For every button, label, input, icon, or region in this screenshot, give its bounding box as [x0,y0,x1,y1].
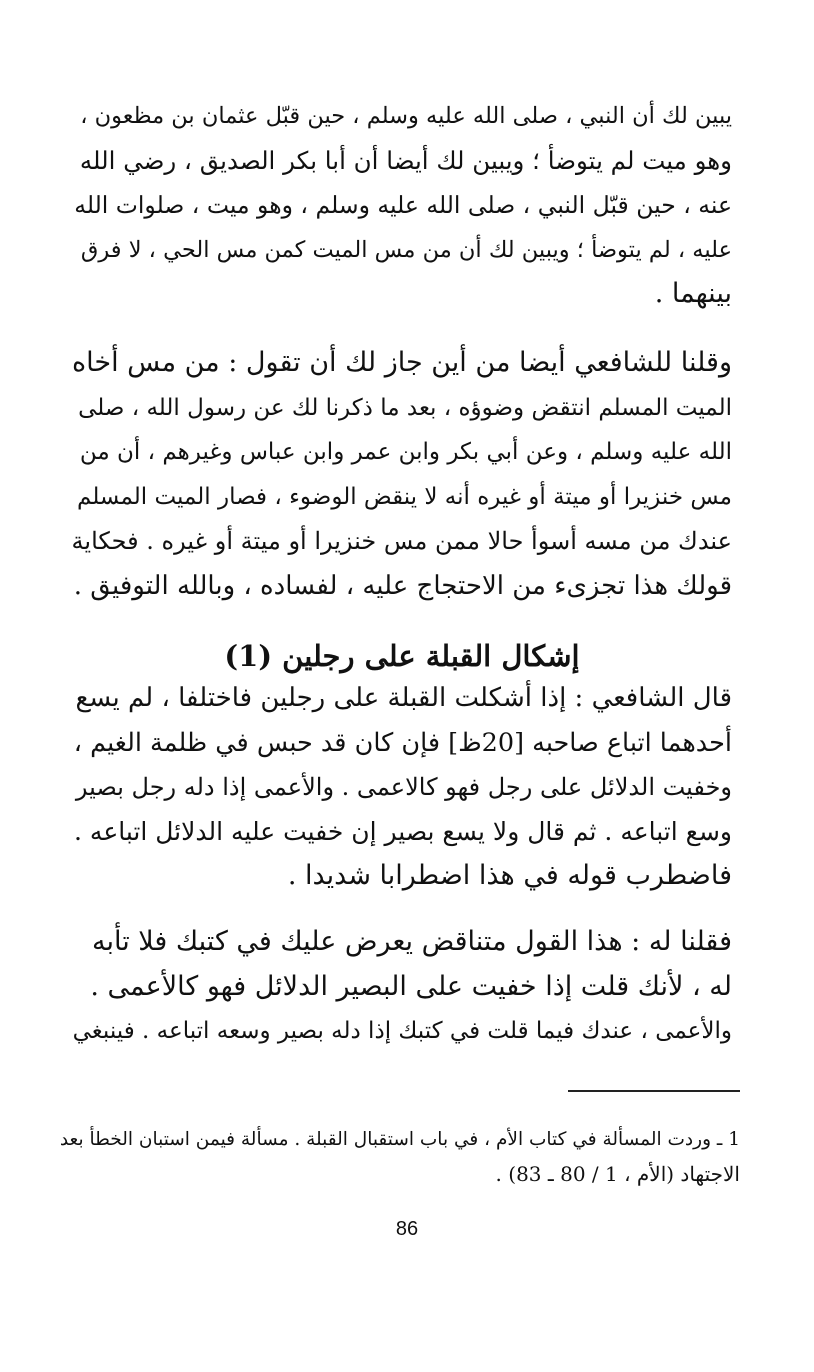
text-line: قال الشافعي : إذا أشكلت القبلة على رجلين فاختلفا ، لم يسع [75,683,732,713]
text-line: عليه ، لم يتوضأ ؛ ويبين لك أن من مس الميت كمن مس الحي ، لا فرق [80,236,732,263]
text-line: يبين لك أن النبي ، صلى الله عليه وسلم ، حين قبّل عثمان بن مظعون ، [80,103,732,129]
text-line: وهو ميت لم يتوضأ ؛ ويبين لك أيضا أن أبا بكر الصديق ، رضي الله [79,145,732,175]
text-line: والأعمى ، عندك فيما قلت في كتبك إذا دله بصير وسعه اتباعه . فينبغي [72,1018,732,1044]
text-line: له ، لأنك قلت إذا خفيت على البصير الدلائل فهو كالأعمى . [90,970,732,1002]
text-line: فاضطرب قوله في هذا اضطرابا شديدا . [287,860,732,891]
text-line: وسع اتباعه . ثم قال ولا يسع بصير إن خفيت عليه الدلائل اتباعه . [74,816,732,846]
footnote-line: 1 ـ وردت المسألة في كتاب الأم ، في باب استقبال القبلة . مسألة فيمن استبان الخطأ بعد [59,1129,740,1150]
footnote-line: الاجتهاد (الأم ، 1 / 80 ـ 83) . [495,1162,740,1186]
footnote [60,1122,740,1192]
text-line: وخفيت الدلائل على رجل فهو كالاعمى . والأعمى إذا دله رجل بصير [75,773,732,801]
page-number: 86 [395,1218,419,1240]
text-line: أحدهما اتباع صاحبه [20ظ] فإن كان قد حبس في ظلمة الغيم ، [73,727,732,758]
paragraph-1 [72,94,732,317]
text-line: فقلنا له : هذا القول متناقض يعرض عليك في كتبك فلا تأبه [91,926,732,957]
section-heading: إشكال القبلة على رجلين (1) [224,639,580,673]
text-line: وقلنا للشافعي أيضا من أين جاز لك أن تقول : من مس أخاه [72,347,732,378]
footnote-separator [568,1090,740,1092]
paragraph-2 [72,341,732,608]
paragraph-4 [72,920,732,1054]
text-line: الله عليه وسلم ، وعن أبي بكر وابن عمر وابن عباس وغيرهم ، أن من [79,439,732,465]
text-line: عندك من مسه أسوأ حالا ممن مس خنزيرا أو ميتة أو غيره . فحكاية [71,527,732,555]
text-line: مس خنزيرا أو ميتة أو غيره أنه لا ينقض الوضوء ، فصار الميت المسلم [77,483,732,510]
text-line: الميت المسلم انتقض وضوؤه ، بعد ما ذكرنا لك عن رسول الله ، صلى [78,394,732,421]
text-line: قولك هذا تجزىء من الاحتجاج عليه ، لفساده ، وبالله التوفيق . [73,570,732,601]
text-line: عنه ، حين قبّل النبي ، صلى الله عليه وسلم ، وهو ميت ، صلوات الله [74,191,732,219]
text-line: بينهما . [654,278,732,309]
paragraph-3 [72,676,732,899]
